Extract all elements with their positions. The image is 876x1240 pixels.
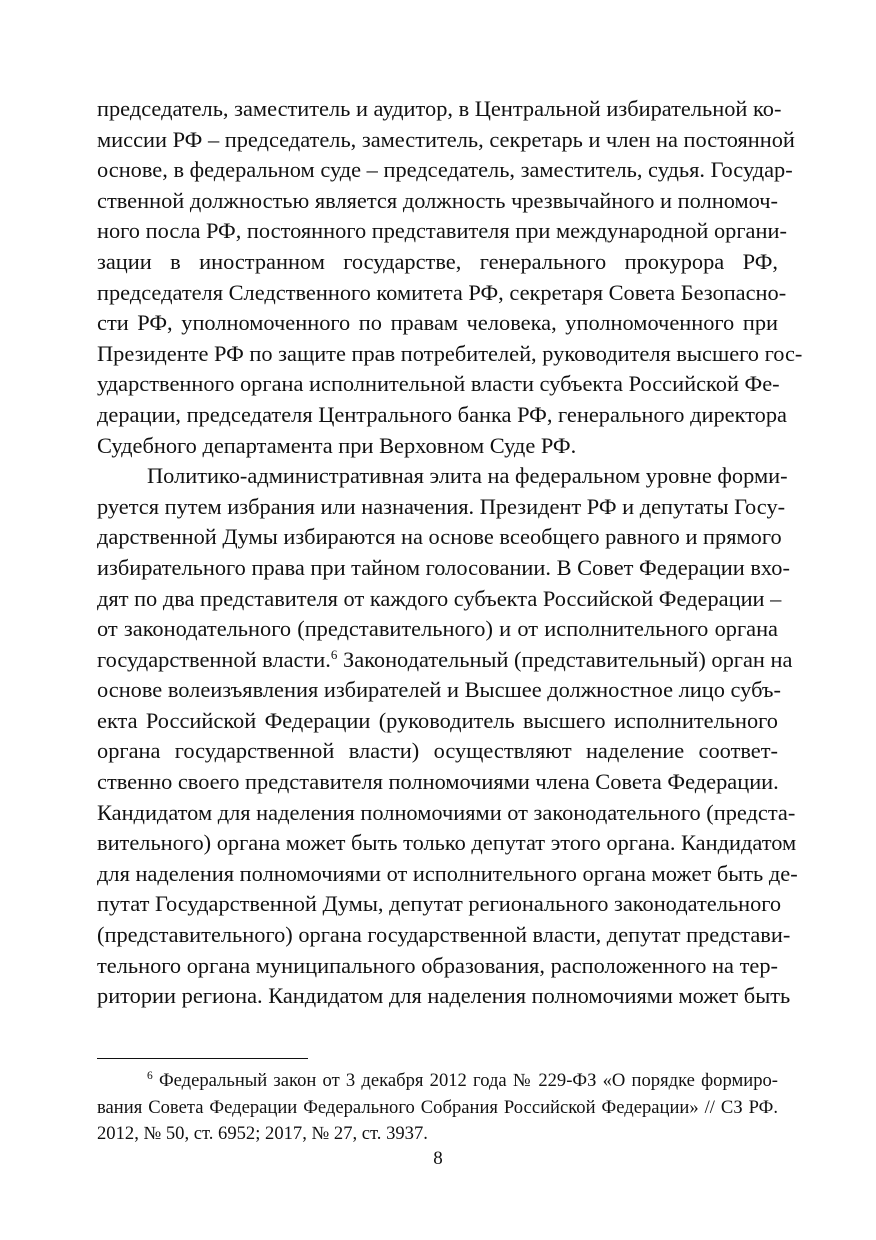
footnote-line bbox=[97, 1068, 778, 1095]
text-line: ритории региона. Кандидатом для наделения полномочиями может быть bbox=[97, 983, 791, 1009]
text-line: екта Российской Федерации (руководитель высшего исполнительного bbox=[97, 707, 778, 733]
footnote-line: 2012, № 50, ст. 6952; 2017, № 27, ст. 3937. bbox=[97, 1123, 428, 1144]
paragraph-1 bbox=[97, 94, 803, 461]
footnote-text: Федеральный закон от 3 декабря 2012 года № 229-ФЗ «О порядке формиро- bbox=[152, 1070, 778, 1091]
text-line: основе, в федеральном суде – председатель, заместитель, судья. Государ- bbox=[97, 157, 793, 183]
text-line-with-footnote bbox=[97, 645, 793, 676]
text-line: Кандидатом для наделения полномочиями от законодательного (предста- bbox=[97, 799, 796, 825]
text-line: сти РФ, уполномоченного по правам человека, уполномоченного при bbox=[97, 310, 778, 336]
text-line: избирательного права при тайном голосовании. В Совет Федерации вхо- bbox=[97, 554, 790, 580]
text-line: руется путем избрания или назначения. Президент РФ и депутаты Госу- bbox=[97, 493, 786, 519]
text-line: миссии РФ – председатель, заместитель, секретарь и член на постоянной bbox=[97, 126, 795, 152]
text-segment: государственной власти. bbox=[97, 646, 331, 672]
text-line: дерации, председателя Центрального банка РФ, генерального директора bbox=[97, 401, 787, 427]
footnote bbox=[97, 1068, 778, 1148]
text-line: органа государственной власти) осуществляют наделение соответ- bbox=[97, 738, 778, 764]
text-line: ударственного органа исполнительной власти субъекта Российской Фе- bbox=[97, 371, 780, 397]
text-line: от законодательного (представительного) и от исполнительного органа bbox=[97, 616, 778, 642]
text-line: ственно своего представителя полномочиями члена Совета Федерации. bbox=[97, 769, 779, 795]
footnote-reference[interactable]: 6 bbox=[330, 646, 338, 662]
text-line: ственной должностью является должность чрезвычайного и полномоч- bbox=[97, 187, 778, 213]
text-line: дят по два представителя от каждого субъекта Российской Федерации – bbox=[97, 585, 782, 611]
page-number: 8 bbox=[433, 1148, 443, 1169]
text-line: председатель, заместитель и аудитор, в Центральной избирательной ко- bbox=[97, 96, 782, 121]
main-text bbox=[97, 94, 803, 1012]
text-line: дарственной Думы избираются на основе всеобщего равного и прямого bbox=[97, 524, 782, 550]
text-segment: Законодательный (представительный) орган на bbox=[337, 646, 793, 672]
text-line: зации в иностранном государстве, генерального прокурора РФ, bbox=[97, 248, 778, 274]
footnote-separator bbox=[97, 1058, 308, 1059]
text-line: Политико-административная элита на федеральном уровне форми- bbox=[147, 463, 788, 489]
text-line: Президенте РФ по защите прав потребителей, руководителя высшего гос- bbox=[97, 340, 803, 366]
text-line: председателя Следственного комитета РФ, секретаря Совета Безопасно- bbox=[97, 279, 787, 305]
text-line: путат Государственной Думы, депутат регионального законодательного bbox=[97, 891, 782, 917]
text-line: ного посла РФ, постоянного представителя при международной органи- bbox=[97, 218, 787, 244]
footnote-number: 6 bbox=[147, 1070, 153, 1082]
text-line: основе волеизъявления избирателей и Высшее должностное лицо субъ- bbox=[97, 677, 781, 703]
text-line: вительного) органа может быть только депутат этого органа. Кандидатом bbox=[97, 830, 797, 856]
text-line: (представительного) органа государственной власти, депутат представи- bbox=[97, 922, 791, 948]
text-line: Судебного департамента при Верховном Суде РФ. bbox=[97, 432, 577, 458]
paragraph-2 bbox=[97, 461, 798, 1012]
footnote-line: вания Совета Федерации Федерального Собрания Российской Федерации» // СЗ РФ. bbox=[97, 1096, 778, 1118]
text-line: тельного органа муниципального образования, расположенного на тер- bbox=[97, 952, 778, 978]
text-line: для наделения полномочиями от исполнительного органа может быть де- bbox=[97, 860, 798, 886]
